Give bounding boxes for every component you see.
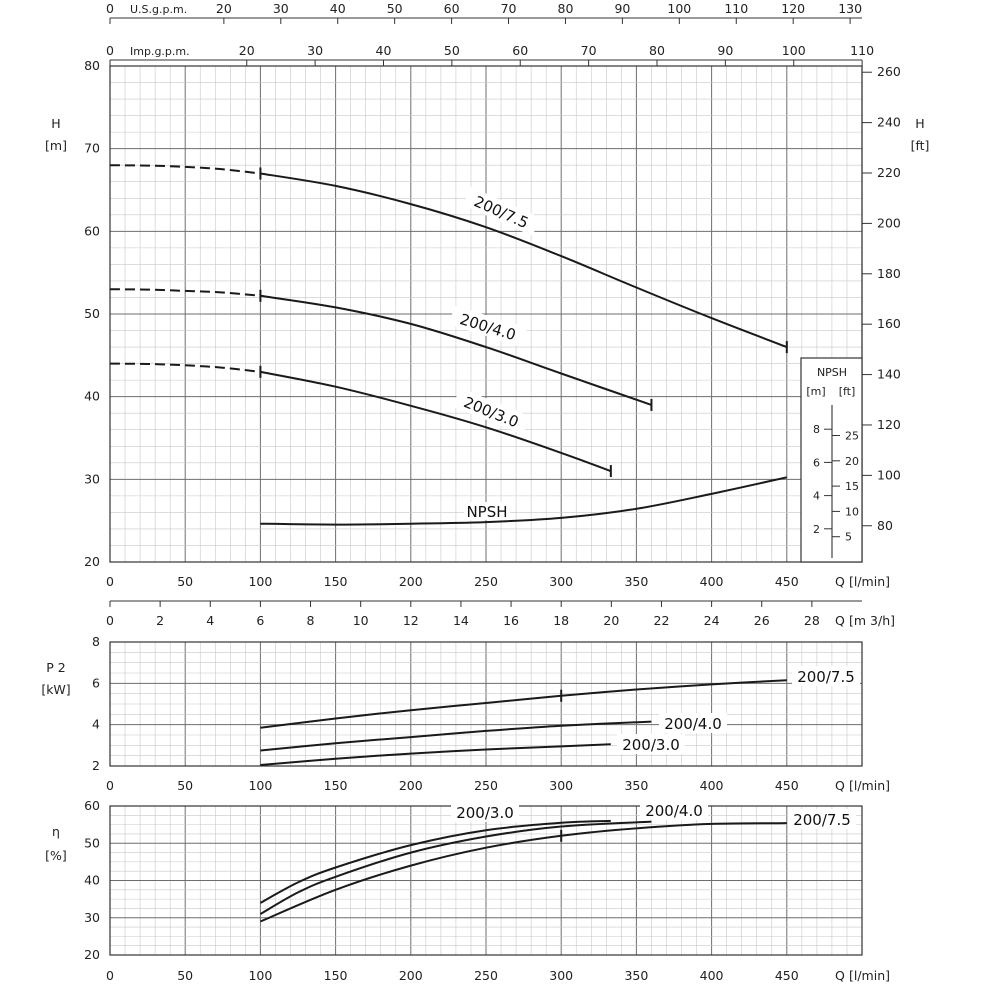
head-y-tick-label: 50 [84, 306, 100, 321]
head-curve-label: 200/4.0 [457, 310, 519, 345]
us-gpm-tick-label: 120 [781, 1, 806, 16]
head-x-tick-label: 300 [549, 574, 574, 589]
npsh-ft-tick-label: 10 [845, 505, 859, 519]
head-x-tick-label: 400 [699, 574, 724, 589]
npsh-scale-title: NPSH [816, 366, 848, 379]
eff-y-tick-label: 30 [84, 909, 100, 925]
m3h-axis-unit: [m 3/h] [849, 613, 895, 628]
npsh-scale-unit-ft: [ft] [838, 385, 856, 398]
us-gpm-tick-label: 0 [106, 1, 114, 16]
npsh-m-tick-label: 4 [813, 489, 820, 503]
us-gpm-tick-label: 30 [272, 1, 289, 16]
eff-x-tick-label: 0 [106, 968, 114, 983]
m3h-tick-label: 26 [753, 613, 770, 628]
imp-gpm-tick-label: 50 [443, 43, 460, 58]
head-x-tick-label: 250 [474, 574, 498, 589]
us-gpm-tick-label: 80 [557, 1, 574, 16]
m3h-tick-label: 8 [306, 613, 315, 628]
power-x-tick-label: 400 [699, 778, 724, 793]
eff-x-tick-label: 100 [248, 968, 273, 983]
eff-x-tick-label: 50 [177, 968, 194, 983]
power-curve-label: 200/7.5 [797, 668, 855, 686]
power-x-tick-label: 250 [474, 778, 498, 793]
eff-curve-label: 200/3.0 [456, 804, 514, 822]
head-x-tick-label: 0 [106, 574, 114, 589]
eff-y-tick-label: 20 [84, 947, 100, 962]
npsh-ft-tick-label: 5 [845, 530, 852, 544]
power-curve-label: 200/3.0 [622, 736, 680, 754]
eff-x-tick-label: 450 [774, 968, 799, 983]
npsh-m-tick-label: 6 [813, 456, 820, 470]
imp-gpm-tick-label: 60 [512, 43, 529, 58]
us-gpm-tick-label: 100 [667, 1, 692, 16]
imp-gpm-tick-label: 110 [850, 43, 875, 58]
imp-gpm-tick-label: 90 [717, 43, 734, 58]
npsh-curve-label: NPSH [466, 503, 508, 521]
imp-gpm-tick-label: 80 [649, 43, 665, 58]
m3h-tick-label: 20 [603, 613, 620, 628]
us-gpm-tick-label: 90 [614, 1, 631, 16]
head-right-axis-unit: [ft] [910, 138, 930, 153]
eff-y-tick-label: 60 [84, 798, 100, 813]
us-gpm-tick-label: 60 [443, 1, 460, 16]
m3h-tick-label: 24 [703, 613, 720, 628]
eff-x-axis-unit: [l/min] [849, 968, 891, 983]
m3h-tick-label: 12 [402, 613, 419, 628]
power-curve-label: 200/4.0 [664, 715, 722, 733]
npsh-ft-tick-label: 25 [845, 429, 859, 443]
npsh-scale-unit-m: [m] [806, 385, 826, 398]
power-x-tick-label: 450 [774, 778, 799, 793]
head-right-tick-label: 200 [877, 215, 901, 231]
imp-gpm-tick-label: 20 [238, 43, 255, 58]
power-y-tick-label: 4 [92, 716, 100, 732]
m3h-tick-label: 14 [452, 613, 469, 628]
head-right-tick-label: 220 [877, 165, 901, 181]
power-y-axis-name: P 2 [46, 660, 66, 675]
m3h-tick-label: 2 [156, 613, 165, 628]
m3h-tick-label: 4 [206, 613, 215, 628]
us-gpm-tick-label: 20 [215, 1, 232, 16]
m3h-tick-label: 6 [256, 613, 265, 628]
npsh-m-tick-label: 8 [813, 423, 820, 437]
m3h-tick-label: 28 [803, 613, 820, 628]
eff-x-tick-label: 200 [398, 968, 423, 983]
m3h-tick-label: 10 [352, 613, 369, 628]
head-curve-200/7.5 [260, 174, 786, 348]
npsh-ft-tick-label: 15 [845, 480, 859, 494]
head-x-tick-label: 450 [774, 574, 799, 589]
head-y-tick-label: 40 [84, 388, 100, 404]
m3h-tick-label: 22 [653, 613, 670, 628]
imp-gpm-tick-label: 70 [580, 43, 597, 58]
us-gpm-tick-label: 50 [386, 1, 403, 16]
head-x-tick-label: 150 [323, 574, 348, 589]
power-x-tick-label: 100 [248, 778, 273, 793]
head-curve-label: 200/7.5 [471, 192, 532, 233]
eff-x-tick-label: 350 [624, 968, 649, 983]
power-x-tick-label: 50 [177, 778, 194, 793]
head-y-tick-label: 30 [84, 471, 100, 487]
head-right-tick-label: 100 [877, 467, 901, 483]
eff-y-tick-label: 40 [84, 872, 100, 888]
eff-y-axis-unit: [%] [45, 848, 67, 863]
power-x-axis-name: Q [835, 778, 845, 793]
power-x-tick-label: 300 [549, 778, 574, 793]
head-y-axis-name: H [51, 116, 61, 131]
us-gpm-axis-label: U.S.g.p.m. [130, 3, 188, 16]
us-gpm-tick-label: 40 [329, 1, 346, 16]
eff-curve-label: 200/7.5 [793, 811, 851, 829]
m3h-axis-name: Q [835, 613, 845, 628]
power-x-tick-label: 200 [398, 778, 423, 793]
eff-x-tick-label: 400 [699, 968, 724, 983]
npsh-m-tick-label: 2 [813, 522, 820, 536]
imp-gpm-tick-label: 0 [106, 43, 114, 58]
head-right-tick-label: 120 [877, 416, 901, 432]
npsh-curve [260, 477, 786, 524]
m3h-tick-label: 18 [553, 613, 570, 628]
power-y-tick-label: 2 [92, 758, 100, 773]
head-right-tick-label: 140 [877, 366, 901, 382]
eff-curve-200/7.5 [260, 823, 786, 921]
head-x-tick-label: 100 [248, 574, 273, 589]
eff-y-tick-label: 50 [84, 835, 100, 851]
eff-y-axis-name: η [52, 824, 60, 839]
head-x-tick-label: 200 [398, 574, 423, 589]
imp-gpm-tick-label: 30 [307, 43, 324, 58]
head-right-axis-name: H [915, 116, 925, 131]
eff-x-tick-label: 250 [474, 968, 498, 983]
eff-x-tick-label: 300 [549, 968, 574, 983]
head-right-tick-label: 160 [877, 316, 901, 332]
eff-x-axis-name: Q [835, 968, 845, 983]
head-right-tick-label: 260 [877, 64, 901, 80]
imp-gpm-tick-label: 100 [781, 43, 806, 58]
eff-x-tick-label: 150 [323, 968, 348, 983]
head-x-axis-unit: [l/min] [849, 574, 891, 589]
power-y-tick-label: 6 [92, 675, 100, 691]
imp-gpm-axis-label: Imp.g.p.m. [130, 45, 190, 58]
us-gpm-tick-label: 130 [838, 1, 863, 16]
head-x-tick-label: 50 [177, 574, 194, 589]
us-gpm-tick-label: 110 [724, 1, 749, 16]
head-curve-label: 200/3.0 [461, 393, 522, 432]
head-curve-200/3.0 [260, 372, 610, 471]
head-y-tick-label: 80 [84, 58, 100, 73]
head-y-tick-label: 20 [84, 554, 100, 569]
m3h-tick-label: 16 [503, 613, 520, 628]
imp-gpm-tick-label: 40 [375, 43, 392, 58]
power-x-tick-label: 150 [323, 778, 348, 793]
head-right-tick-label: 80 [877, 517, 893, 533]
head-right-tick-label: 240 [877, 114, 901, 130]
us-gpm-tick-label: 70 [500, 1, 517, 16]
power-y-axis-unit: [kW] [41, 682, 71, 697]
npsh-ft-tick-label: 20 [845, 454, 859, 468]
head-right-tick-label: 180 [877, 265, 901, 281]
m3h-tick-label: 0 [106, 613, 114, 628]
power-x-axis-unit: [l/min] [849, 778, 891, 793]
head-x-tick-label: 350 [624, 574, 649, 589]
eff-curve-label: 200/4.0 [645, 802, 703, 820]
power-x-tick-label: 350 [624, 778, 649, 793]
head-y-tick-label: 60 [84, 223, 100, 239]
head-y-axis-unit: [m] [45, 138, 67, 153]
head-x-axis-name: Q [835, 574, 845, 589]
power-y-tick-label: 8 [92, 634, 100, 649]
head-y-tick-label: 70 [84, 140, 100, 156]
power-curve-200/3.0 [260, 744, 610, 765]
power-x-tick-label: 0 [106, 778, 114, 793]
